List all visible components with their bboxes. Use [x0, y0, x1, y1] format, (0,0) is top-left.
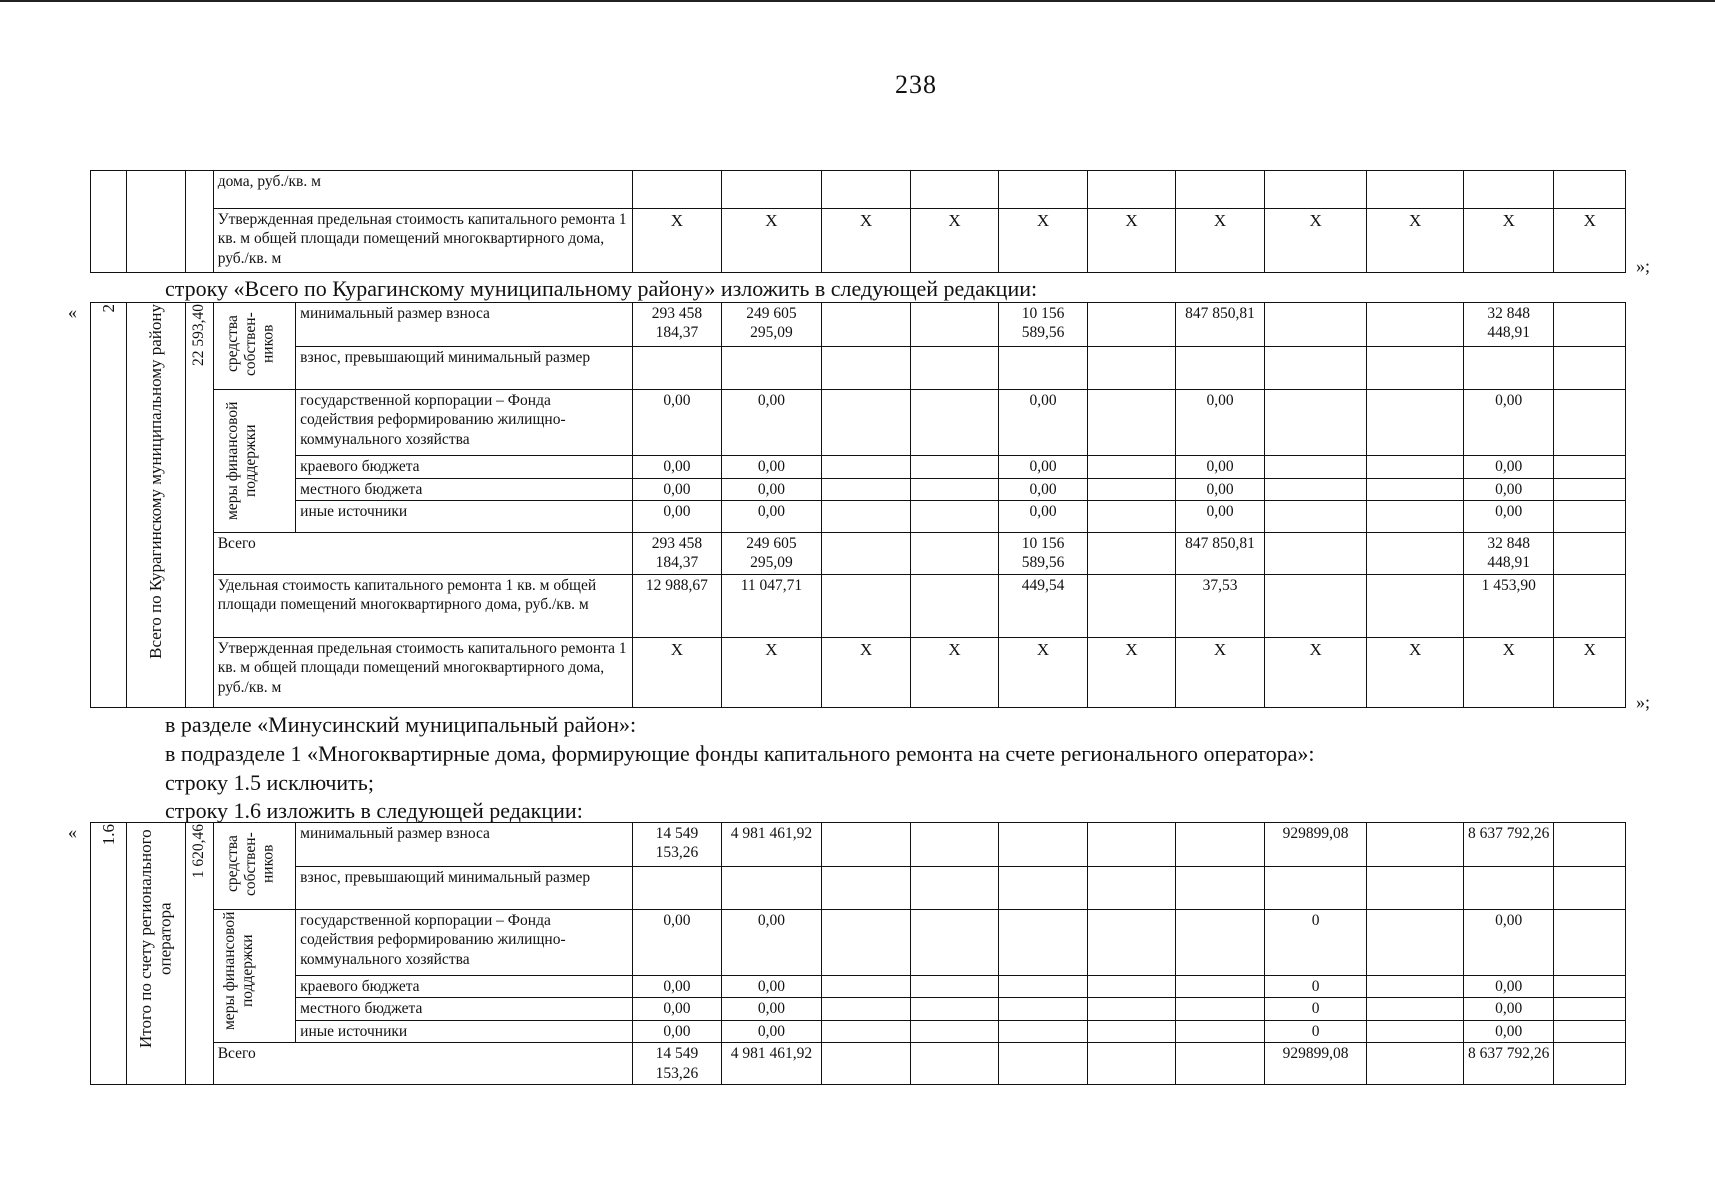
- empty-cell: [1367, 456, 1464, 478]
- empty-cell: [1554, 478, 1626, 500]
- empty-cell: [633, 171, 722, 209]
- value-cell: 14 549 153,26: [633, 823, 722, 867]
- empty-cell: [1176, 347, 1265, 390]
- x-mark: X: [633, 638, 722, 708]
- value-cell: 0,00: [721, 390, 822, 456]
- empty-cell: [1087, 533, 1176, 575]
- x-mark: X: [1264, 638, 1367, 708]
- empty-cell: [822, 998, 911, 1020]
- empty-cell: [1367, 303, 1464, 347]
- value-cell: 0,00: [721, 456, 822, 478]
- empty-cell: [999, 976, 1088, 998]
- empty-cell: [822, 500, 911, 532]
- value-cell: 0,00: [721, 998, 822, 1020]
- empty-cell: [1463, 171, 1554, 209]
- empty-cell: [1087, 478, 1176, 500]
- empty-cell: [910, 500, 999, 532]
- empty-cell: [910, 998, 999, 1020]
- empty-cell: [1367, 910, 1464, 976]
- empty-cell: [1367, 171, 1464, 209]
- value-cell: 0,00: [633, 390, 722, 456]
- row-label: иные источники: [296, 1020, 633, 1042]
- empty-cell: [1176, 1020, 1265, 1042]
- empty-cell: [1554, 910, 1626, 976]
- row-label: краевого бюджета: [296, 456, 633, 478]
- value-cell: 0,00: [1463, 478, 1554, 500]
- x-mark: X: [1554, 209, 1626, 273]
- table-continuation: [90, 170, 1626, 273]
- empty-cell: [1367, 390, 1464, 456]
- table-minusinsk: [90, 822, 1626, 1085]
- row-label: местного бюджета: [296, 478, 633, 500]
- row-label: иные источники: [296, 500, 633, 532]
- value-cell: 14 549 153,26: [633, 1043, 722, 1085]
- empty-cell: [910, 456, 999, 478]
- x-mark: X: [999, 209, 1088, 273]
- empty-cell: [822, 303, 911, 347]
- empty-cell: [1264, 456, 1367, 478]
- page-number: 238: [895, 70, 937, 99]
- empty-cell: [1554, 867, 1626, 910]
- row-label: местного бюджета: [296, 998, 633, 1020]
- instruction-subsection: в подразделе 1 «Многоквартирные дома, формирующие фонды капитального ремонта на счете регионального оператора»:: [165, 741, 1315, 766]
- value-cell: 12 988,67: [633, 575, 722, 638]
- scan-top-edge: [0, 0, 1715, 2]
- empty-cell: [822, 1043, 911, 1085]
- empty-cell: [822, 1020, 911, 1042]
- empty-cell: [1554, 533, 1626, 575]
- group-support-measures: меры финансовой поддержки: [213, 390, 295, 533]
- instruction-delete-row: строку 1.5 исключить;: [165, 770, 374, 795]
- value-cell: 11 047,71: [721, 575, 822, 638]
- value-cell: 0,00: [633, 478, 722, 500]
- value-cell: 0,00: [999, 478, 1088, 500]
- empty-cell: [1367, 823, 1464, 867]
- empty-cell: [1264, 478, 1367, 500]
- empty-cell: [822, 478, 911, 500]
- empty-cell: [910, 347, 999, 390]
- empty-cell: [1087, 823, 1176, 867]
- empty-cell: [910, 575, 999, 638]
- empty-cell: [910, 478, 999, 500]
- empty-cell: [1463, 867, 1554, 910]
- empty-cell: [910, 533, 999, 575]
- x-mark: X: [1264, 209, 1367, 273]
- empty-cell: [1176, 976, 1265, 998]
- empty-cell: [910, 910, 999, 976]
- value-cell: 0,00: [1176, 456, 1265, 478]
- group-support-measures: меры финансовой поддержки: [213, 910, 295, 1043]
- total-label: Всего: [213, 1043, 632, 1085]
- empty-cell: [1176, 823, 1265, 867]
- empty-cell: [910, 823, 999, 867]
- empty-cell: [1367, 1020, 1464, 1042]
- empty-cell: [1554, 823, 1626, 867]
- value-cell: 0,00: [633, 500, 722, 532]
- value-cell: 10 156 589,56: [999, 533, 1088, 575]
- empty-cell: [999, 1043, 1088, 1085]
- close-quote: »;: [1636, 256, 1651, 276]
- value-cell: 847 850,81: [1176, 303, 1265, 347]
- empty-cell: [822, 976, 911, 998]
- close-quote: »;: [1636, 692, 1651, 712]
- x-mark: X: [1087, 209, 1176, 273]
- empty-cell: [1087, 347, 1176, 390]
- empty-cell: [1367, 575, 1464, 638]
- value-cell: 0,00: [1463, 976, 1554, 998]
- total-area: 22 593,40: [185, 303, 213, 708]
- empty-cell: [1176, 171, 1265, 209]
- x-mark: X: [1176, 209, 1265, 273]
- empty-cell: [1087, 1020, 1176, 1042]
- value-cell: 0,00: [1463, 390, 1554, 456]
- empty-cell: [1087, 1043, 1176, 1085]
- value-cell: 0,00: [999, 500, 1088, 532]
- row-label-limit: Утвержденная предельная стоимость капитального ремонта 1 кв. м общей площади помещений многоквартирного дома, руб./кв. м: [213, 209, 632, 273]
- value-cell: 0,00: [633, 910, 722, 976]
- empty-cell: [1367, 347, 1464, 390]
- empty-cell: [910, 867, 999, 910]
- value-cell: 0,00: [633, 456, 722, 478]
- empty-cell: [999, 1020, 1088, 1042]
- empty-cell: [1367, 478, 1464, 500]
- value-cell: 1 453,90: [1463, 575, 1554, 638]
- row-label: государственной корпорации – Фонда содействия реформированию жилищно-коммунального хозяйства: [296, 390, 633, 456]
- value-cell: 0,00: [633, 998, 722, 1020]
- empty-cell: [1367, 533, 1464, 575]
- total-area: 1 620,46: [185, 823, 213, 1085]
- value-cell: 0,00: [721, 976, 822, 998]
- row-label: дома, руб./кв. м: [213, 171, 632, 209]
- empty-cell: [999, 867, 1088, 910]
- value-cell: 847 850,81: [1176, 533, 1265, 575]
- x-mark: X: [1087, 638, 1176, 708]
- empty-cell: [1264, 347, 1367, 390]
- empty-cell: [1367, 998, 1464, 1020]
- x-mark: X: [1463, 209, 1554, 273]
- row-label: минимальный размер взноса: [296, 303, 633, 347]
- value-cell: 0,00: [1463, 998, 1554, 1020]
- table-kuragino: [90, 302, 1626, 708]
- empty-cell: [1087, 303, 1176, 347]
- empty-cell: [910, 303, 999, 347]
- unit-cost-label: Удельная стоимость капитального ремонта 1 кв. м общей площади помещений многоквартирного дома, руб./кв. м: [213, 575, 632, 638]
- value-cell: 0,00: [1463, 910, 1554, 976]
- empty-cell: [1087, 998, 1176, 1020]
- value-cell: 8 637 792,26: [1463, 1043, 1554, 1085]
- empty-cell: [1554, 500, 1626, 532]
- instruction-section: в разделе «Минусинский муниципальный район»:: [165, 712, 637, 737]
- empty-cell: [999, 823, 1088, 867]
- empty-cell: [1554, 1043, 1626, 1085]
- value-cell: 0,00: [999, 390, 1088, 456]
- value-cell: 929899,08: [1264, 1043, 1367, 1085]
- empty-cell: [1554, 456, 1626, 478]
- value-cell: 293 458 184,37: [633, 303, 722, 347]
- empty-cell: [633, 347, 722, 390]
- group-owners-funds: средства собствен-ников: [213, 823, 295, 910]
- empty-cell: [910, 1020, 999, 1042]
- cell-empty: [185, 171, 213, 273]
- empty-cell: [1554, 303, 1626, 347]
- empty-cell: [1554, 347, 1626, 390]
- empty-cell: [1176, 867, 1265, 910]
- empty-cell: [822, 823, 911, 867]
- empty-cell: [1176, 998, 1265, 1020]
- empty-cell: [1554, 1020, 1626, 1042]
- x-mark: X: [1463, 638, 1554, 708]
- value-cell: 0: [1264, 976, 1367, 998]
- value-cell: 0,00: [633, 1020, 722, 1042]
- x-mark: X: [1176, 638, 1265, 708]
- empty-cell: [633, 867, 722, 910]
- value-cell: 0,00: [1463, 500, 1554, 532]
- value-cell: 929899,08: [1264, 823, 1367, 867]
- x-mark: X: [1367, 638, 1464, 708]
- empty-cell: [721, 347, 822, 390]
- value-cell: 293 458 184,37: [633, 533, 722, 575]
- row-number: 2: [91, 303, 127, 708]
- value-cell: 0: [1264, 998, 1367, 1020]
- empty-cell: [721, 171, 822, 209]
- value-cell: 0: [1264, 910, 1367, 976]
- value-cell: 10 156 589,56: [999, 303, 1088, 347]
- value-cell: 0,00: [1176, 500, 1265, 532]
- empty-cell: [721, 867, 822, 910]
- district-name: Всего по Курагинскому муниципальному району: [127, 303, 185, 708]
- value-cell: 0,00: [721, 478, 822, 500]
- empty-cell: [999, 171, 1088, 209]
- empty-cell: [822, 390, 911, 456]
- value-cell: 0,00: [721, 500, 822, 532]
- empty-cell: [1264, 390, 1367, 456]
- empty-cell: [1087, 867, 1176, 910]
- empty-cell: [1087, 456, 1176, 478]
- value-cell: 32 848 448,91: [1463, 303, 1554, 347]
- empty-cell: [1176, 910, 1265, 976]
- value-cell: 0,00: [999, 456, 1088, 478]
- empty-cell: [1087, 390, 1176, 456]
- x-mark: X: [822, 638, 911, 708]
- empty-cell: [1087, 500, 1176, 532]
- value-cell: 4 981 461,92: [721, 1043, 822, 1085]
- value-cell: 32 848 448,91: [1463, 533, 1554, 575]
- empty-cell: [1264, 575, 1367, 638]
- row-label: взнос, превышающий минимальный размер: [296, 347, 633, 390]
- row-label: государственной корпорации – Фонда содействия реформированию жилищно-коммунального хозяйства: [296, 910, 633, 976]
- instruction-edit-row: строку 1.6 изложить в следующей редакции:: [165, 798, 583, 823]
- row-label: краевого бюджета: [296, 976, 633, 998]
- empty-cell: [1087, 976, 1176, 998]
- empty-cell: [910, 1043, 999, 1085]
- empty-cell: [1554, 976, 1626, 998]
- value-cell: 0,00: [1176, 390, 1265, 456]
- empty-cell: [999, 910, 1088, 976]
- empty-cell: [1264, 303, 1367, 347]
- value-cell: 0,00: [721, 910, 822, 976]
- empty-cell: [822, 171, 911, 209]
- open-quote: «: [68, 822, 77, 842]
- empty-cell: [1087, 575, 1176, 638]
- empty-cell: [1264, 171, 1367, 209]
- x-mark: X: [1554, 638, 1626, 708]
- x-mark: X: [721, 638, 822, 708]
- empty-cell: [910, 976, 999, 998]
- instruction-kuragino: строку «Всего по Курагинскому муниципальному району» изложить в следующей редакции:: [165, 276, 1038, 301]
- row-label: минимальный размер взноса: [296, 823, 633, 867]
- value-cell: 4 981 461,92: [721, 823, 822, 867]
- empty-cell: [1554, 171, 1626, 209]
- value-cell: 249 605 295,09: [721, 533, 822, 575]
- empty-cell: [1554, 575, 1626, 638]
- value-cell: 0,00: [721, 1020, 822, 1042]
- x-mark: X: [910, 638, 999, 708]
- x-mark: X: [999, 638, 1088, 708]
- empty-cell: [822, 456, 911, 478]
- empty-cell: [822, 867, 911, 910]
- value-cell: 37,53: [1176, 575, 1265, 638]
- empty-cell: [1087, 910, 1176, 976]
- limit-cost-label: Утвержденная предельная стоимость капитального ремонта 1 кв. м общей площади помещений многоквартирного дома, руб./кв. м: [213, 638, 632, 708]
- empty-cell: [822, 575, 911, 638]
- empty-cell: [999, 347, 1088, 390]
- empty-cell: [1176, 1043, 1265, 1085]
- empty-cell: [1367, 500, 1464, 532]
- row-number: 1.6: [91, 823, 127, 1085]
- empty-cell: [822, 347, 911, 390]
- row-label: взнос, превышающий минимальный размер: [296, 867, 633, 910]
- empty-cell: [1554, 390, 1626, 456]
- x-mark: X: [721, 209, 822, 273]
- group-owners-funds: средства собствен-ников: [213, 303, 295, 390]
- empty-cell: [1087, 171, 1176, 209]
- value-cell: 0: [1264, 1020, 1367, 1042]
- x-mark: X: [822, 209, 911, 273]
- x-mark: X: [633, 209, 722, 273]
- value-cell: 0,00: [1463, 456, 1554, 478]
- empty-cell: [1264, 500, 1367, 532]
- empty-cell: [1264, 867, 1367, 910]
- value-cell: 249 605 295,09: [721, 303, 822, 347]
- cell-empty: [127, 171, 185, 273]
- value-cell: 0,00: [1463, 1020, 1554, 1042]
- empty-cell: [1367, 867, 1464, 910]
- empty-cell: [1367, 1043, 1464, 1085]
- value-cell: 8 637 792,26: [1463, 823, 1554, 867]
- empty-cell: [822, 533, 911, 575]
- empty-cell: [822, 910, 911, 976]
- empty-cell: [999, 998, 1088, 1020]
- value-cell: 449,54: [999, 575, 1088, 638]
- empty-cell: [1554, 998, 1626, 1020]
- open-quote: «: [68, 302, 77, 322]
- empty-cell: [1264, 533, 1367, 575]
- empty-cell: [1367, 976, 1464, 998]
- total-label: Всего: [213, 533, 632, 575]
- x-mark: X: [1367, 209, 1464, 273]
- cell-empty: [91, 171, 127, 273]
- empty-cell: [1463, 347, 1554, 390]
- empty-cell: [910, 390, 999, 456]
- x-mark: X: [910, 209, 999, 273]
- value-cell: 0,00: [1176, 478, 1265, 500]
- value-cell: 0,00: [633, 976, 722, 998]
- row-name: Итого по счету регионального оператора: [127, 823, 185, 1085]
- empty-cell: [910, 171, 999, 209]
